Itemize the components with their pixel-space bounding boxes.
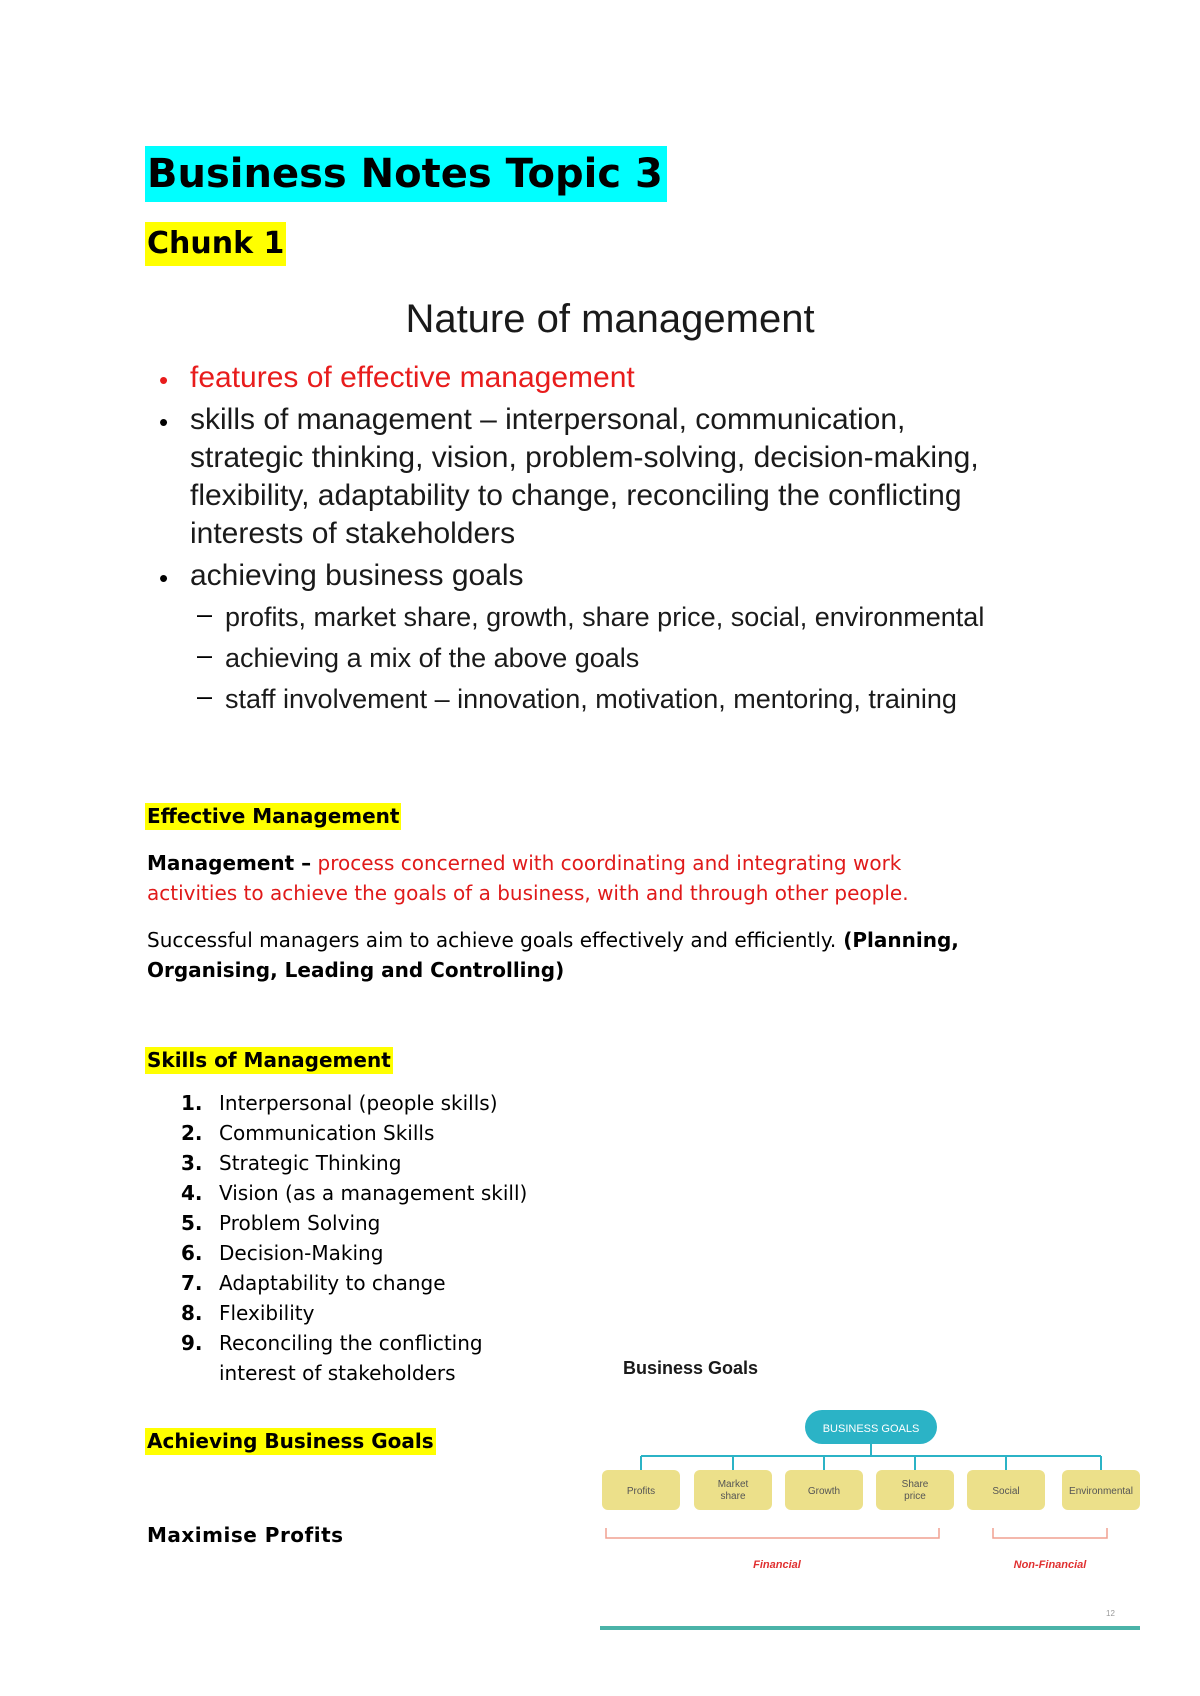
goal-boxes [602,1470,1140,1510]
business-goals-diagram [600,1340,1145,1640]
definition-text: process concerned with coordinating and integrating work [311,851,902,875]
chunk-heading: Chunk 1 [145,222,286,266]
root-node-label: BUSINESS GOALS [822,1423,920,1435]
connector-lines [641,1444,1101,1470]
skill-item [175,1088,527,1118]
goal-box-label: Market [717,1479,749,1490]
slide-bullet: achieving business goals [190,559,524,592]
skill-number: 1. [181,1091,203,1115]
definition-text-cont: activities to achieve the goals of a business, with and through other people. [147,881,909,905]
goal-box-label: share [720,1491,746,1502]
page-title: Business Notes Topic 3 [145,146,667,202]
skill-text: Communication Skills [219,1121,435,1145]
slide-bullet-cont: strategic thinking, vision, problem-solving, decision-making, [190,441,979,474]
diagram-title: Business Goals [623,1358,759,1378]
skill-item [175,1328,527,1358]
skill-text: Decision-Making [219,1241,384,1265]
skill-text: Adaptability to change [219,1271,446,1295]
slide-title: Nature of management [405,297,815,341]
skill-item [175,1358,527,1388]
skill-text: Flexibility [219,1301,315,1325]
skill-item [175,1118,527,1148]
skill-number: 4. [181,1181,203,1205]
goal-box [694,1470,772,1510]
skills-heading: Skills of Management [147,1048,391,1072]
dash-glyph: – [197,599,213,629]
goal-box-label: Share [901,1479,929,1490]
slide-bullet: skills of management – interpersonal, communication, [190,403,906,436]
skill-text: interest of stakeholders [219,1361,456,1385]
slide-bullet-cont: interests of stakeholders [190,517,516,550]
skill-number: 2. [181,1121,203,1145]
slide-sub-bullet: achieving a mix of the above goals [225,643,640,673]
nonfinancial-label: Non-Financial [1013,1559,1087,1571]
successful-managers-line: Successful managers aim to achieve goals effectively and efficiently. [147,928,837,952]
goal-box-label: Profits [626,1486,656,1497]
bullet-glyph: • [159,563,169,593]
skill-text: Strategic Thinking [219,1151,402,1175]
goal-box [876,1470,954,1510]
effective-management-heading: Effective Management [147,804,400,828]
financial-label: Financial [753,1559,801,1571]
goal-box-label: price [904,1491,926,1502]
skill-number: 5. [181,1211,203,1235]
goal-box-label: Social [992,1486,1020,1497]
skill-text: Vision (as a management skill) [219,1181,528,1205]
business-goals-svg [600,1340,1145,1640]
slide-bullet-cont: flexibility, adaptability to change, reconciling the conflicting [190,479,962,512]
slide-page-number: 12 [1106,1609,1115,1618]
skill-number: 8. [181,1301,203,1325]
skill-number: 6. [181,1241,203,1265]
skill-item [175,1298,527,1328]
skill-item [175,1268,527,1298]
goal-box-label: Growth [807,1486,841,1497]
skill-text: Problem Solving [219,1211,381,1235]
skill-number: 9. [181,1331,203,1355]
skill-text: Reconciling the conflicting [219,1331,483,1355]
skill-text: Interpersonal (people skills) [219,1091,498,1115]
bullet-glyph: • [159,365,169,395]
skill-item [175,1148,527,1178]
management-term: Management – [147,851,312,875]
skill-number: 3. [181,1151,203,1175]
functions-list: (Planning, [836,928,959,952]
successful-managers-text [147,925,959,955]
slide-sub-bullet: staff involvement – innovation, motivation, mentoring, training [225,684,957,714]
slide-image [145,285,1075,765]
dash-glyph: – [197,640,213,670]
slide-sub-bullet: profits, market share, growth, share price, social, environmental [225,602,985,632]
functions-list-cont: Organising, Leading and Controlling) [147,958,565,982]
dash-glyph: – [197,681,213,711]
skill-item [175,1238,527,1268]
goal-box-label: Environmental [1069,1486,1133,1497]
skill-item [175,1208,527,1238]
skills-list [175,1088,527,1388]
management-definition [147,848,901,878]
maximise-profits-heading: Maximise Profits [147,1523,344,1547]
financial-bracket [606,1528,939,1538]
slide-bullet: features of effective management [190,361,635,394]
skill-number: 7. [181,1271,203,1295]
goals-heading: Achieving Business Goals [147,1429,434,1453]
bullet-glyph: • [159,407,169,437]
skill-item [175,1178,527,1208]
nonfinancial-bracket [993,1528,1107,1538]
